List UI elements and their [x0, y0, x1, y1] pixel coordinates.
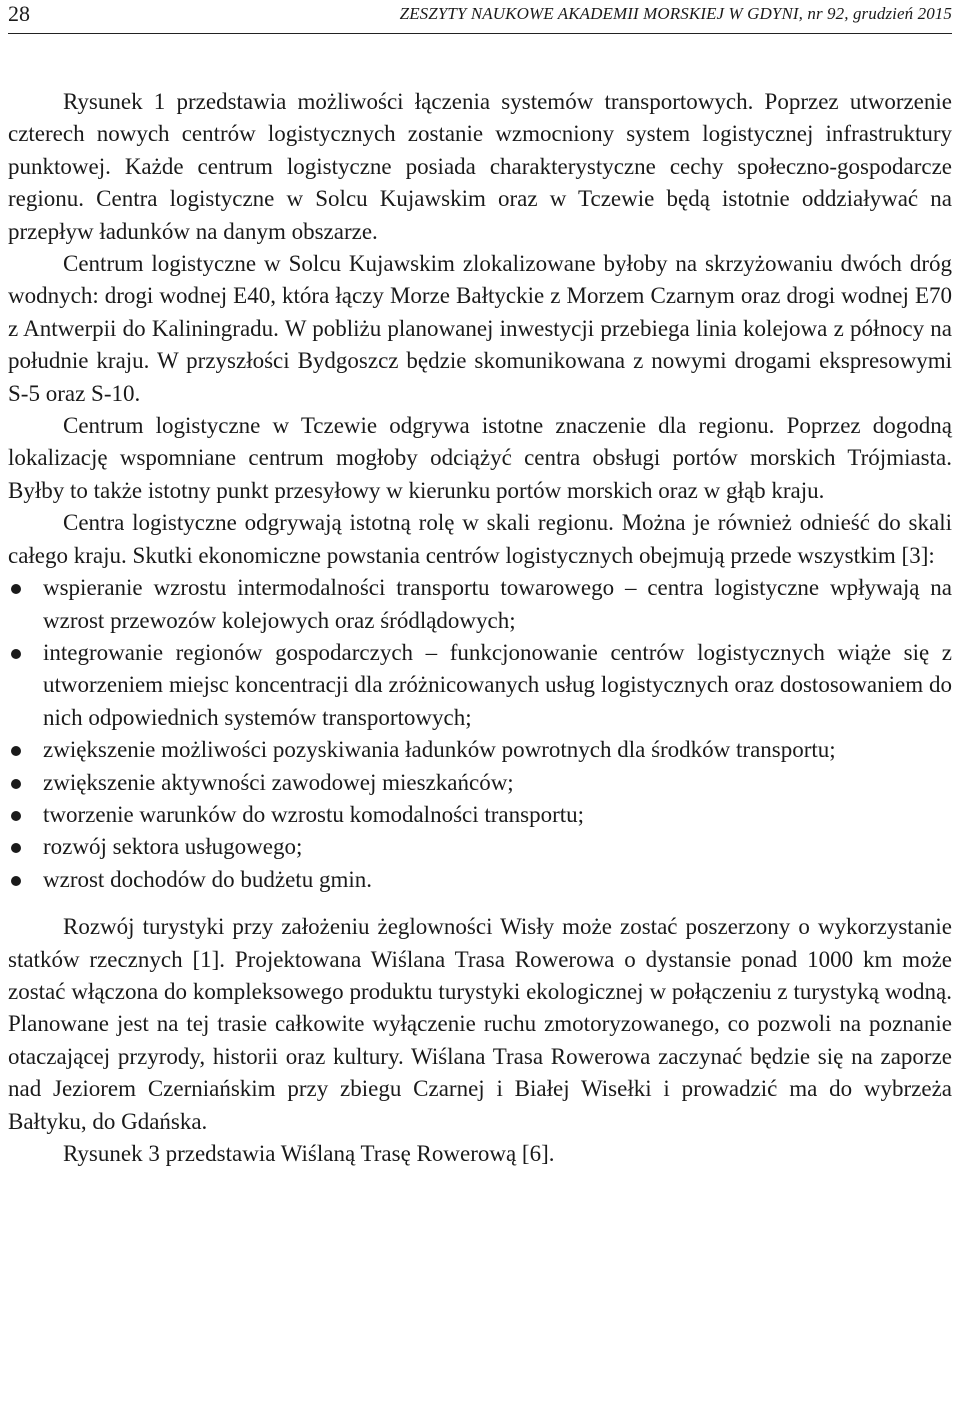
effects-list — [8, 572, 952, 896]
list-item — [8, 767, 952, 799]
bullet-icon — [11, 746, 21, 756]
paragraph-1: Rysunek 1 przedstawia możliwości łączenia systemów transportowych. Poprzez utworzenie czterech nowych centrów logistycznych zostanie wzmocniony system logistycznej infrastruktury punktowej. Każde centrum logistyczne posiada charakterystyczne cechy społeczno-gospodarcze regionu. Centra logistyczne w Solcu Kujawskim oraz w Tczewie będą istotnie oddziaływać na przepływ ładunków na danym obszarze. — [8, 89, 952, 244]
bullet-icon — [11, 779, 21, 789]
running-title: ZESZYTY NAUKOWE AKADEMII MORSKIEJ W GDYNI, nr 92, grudzień 2015 — [399, 4, 952, 23]
bullet-icon — [11, 811, 21, 821]
list-item — [8, 831, 952, 863]
paragraph-3: Centrum logistyczne w Tczewie odgrywa istotne znaczenie dla regionu. Poprzez dogodną lokalizację wspomniane centrum mogłoby odciążyć centra obsługi portów morskich Trójmiasta. Byłby to także istotny punkt przesyłowy w kierunku portów morskich oraz w głąb kraju. — [8, 413, 952, 503]
list-item — [8, 734, 952, 766]
bullet-icon — [11, 843, 21, 853]
page-header — [8, 0, 952, 34]
bullet-icon — [11, 584, 21, 594]
list-item-text: wzrost dochodów do budżetu gmin. — [43, 866, 372, 892]
bullet-icon — [11, 649, 21, 659]
list-item-text: rozwój sektora usługowego; — [43, 834, 303, 860]
list-item — [8, 637, 952, 734]
list-item — [8, 799, 952, 831]
list-item-text: integrowanie regionów gospodarczych – funkcjonowanie centrów logistycznych wiąże się z utworzeniem miejsc koncentracji dla zróżnicowanych usług logistycznych oraz dostosowaniem do nich odpowiednich systemów transportowych; — [43, 639, 952, 730]
paragraph-4: Centra logistyczne odgrywają istotną rolę w skali regionu. Można je również odnieść do skali całego kraju. Skutki ekonomiczne powstania centrów logistycznych obejmują przede wszystkim [3]: — [8, 510, 952, 568]
paragraph-2: Centrum logistyczne w Solcu Kujawskim zlokalizowane byłoby na skrzyżowaniu dwóch dróg wodnych: drogi wodnej E40, która łączy Morze Bałtyckie z Morzem Czarnym oraz drogi wodnej E70 z Antwerpii do Kaliningradu. W pobliżu planowanej inwestycji przebiega linia kolejowa z północy na południe kraju. W przyszłości Bydgoszcz będzie skomunikowana z nowymi drogami ekspresowymi S-5 oraz S-10. — [8, 251, 952, 406]
list-item-text: zwiększenie aktywności zawodowej mieszkańców; — [43, 769, 514, 795]
list-item-text: wspieranie wzrostu intermodalności transportu towarowego – centra logistyczne wpływają na wzrost przewozów kolejowych oraz śródlądowych; — [43, 575, 952, 633]
bullet-icon — [11, 876, 21, 886]
page-number: 28 — [8, 1, 30, 26]
list-item-text: zwiększenie możliwości pozyskiwania ładunków powrotnych dla środków transportu; — [43, 737, 836, 763]
list-item-text: tworzenie warunków do wzrostu komodalności transportu; — [43, 801, 585, 827]
list-item — [8, 572, 952, 637]
body-text — [8, 86, 952, 1170]
paragraph-6: Rysunek 3 przedstawia Wiślaną Trasę Rowerową [6]. — [63, 1141, 555, 1166]
list-item — [8, 864, 952, 896]
paragraph-5: Rozwój turystyki przy założeniu żeglowności Wisły może zostać poszerzony o wykorzystanie statków rzecznych [1]. Projektowana Wiślana Trasa Rowerowa o dystansie ponad 1000 km może zostać włączona do kompleksowego produktu turystyki ekologicznej w połączeniu z turystyką wodną. Planowane jest na tej trasie całkowite wyłączenie ruchu zmotoryzowanego, co pozwoli na poznanie otaczającej przyrody, historii oraz kultury. Wiślana Trasa Rowerowa zaczynać będzie się na zaporze nad Jeziorem Czerniańskim przy zbiegu Czarnej i Białej Wisełki i prowadzić ma do wybrzeża Bałtyku, do Gdańska. — [8, 914, 952, 1134]
